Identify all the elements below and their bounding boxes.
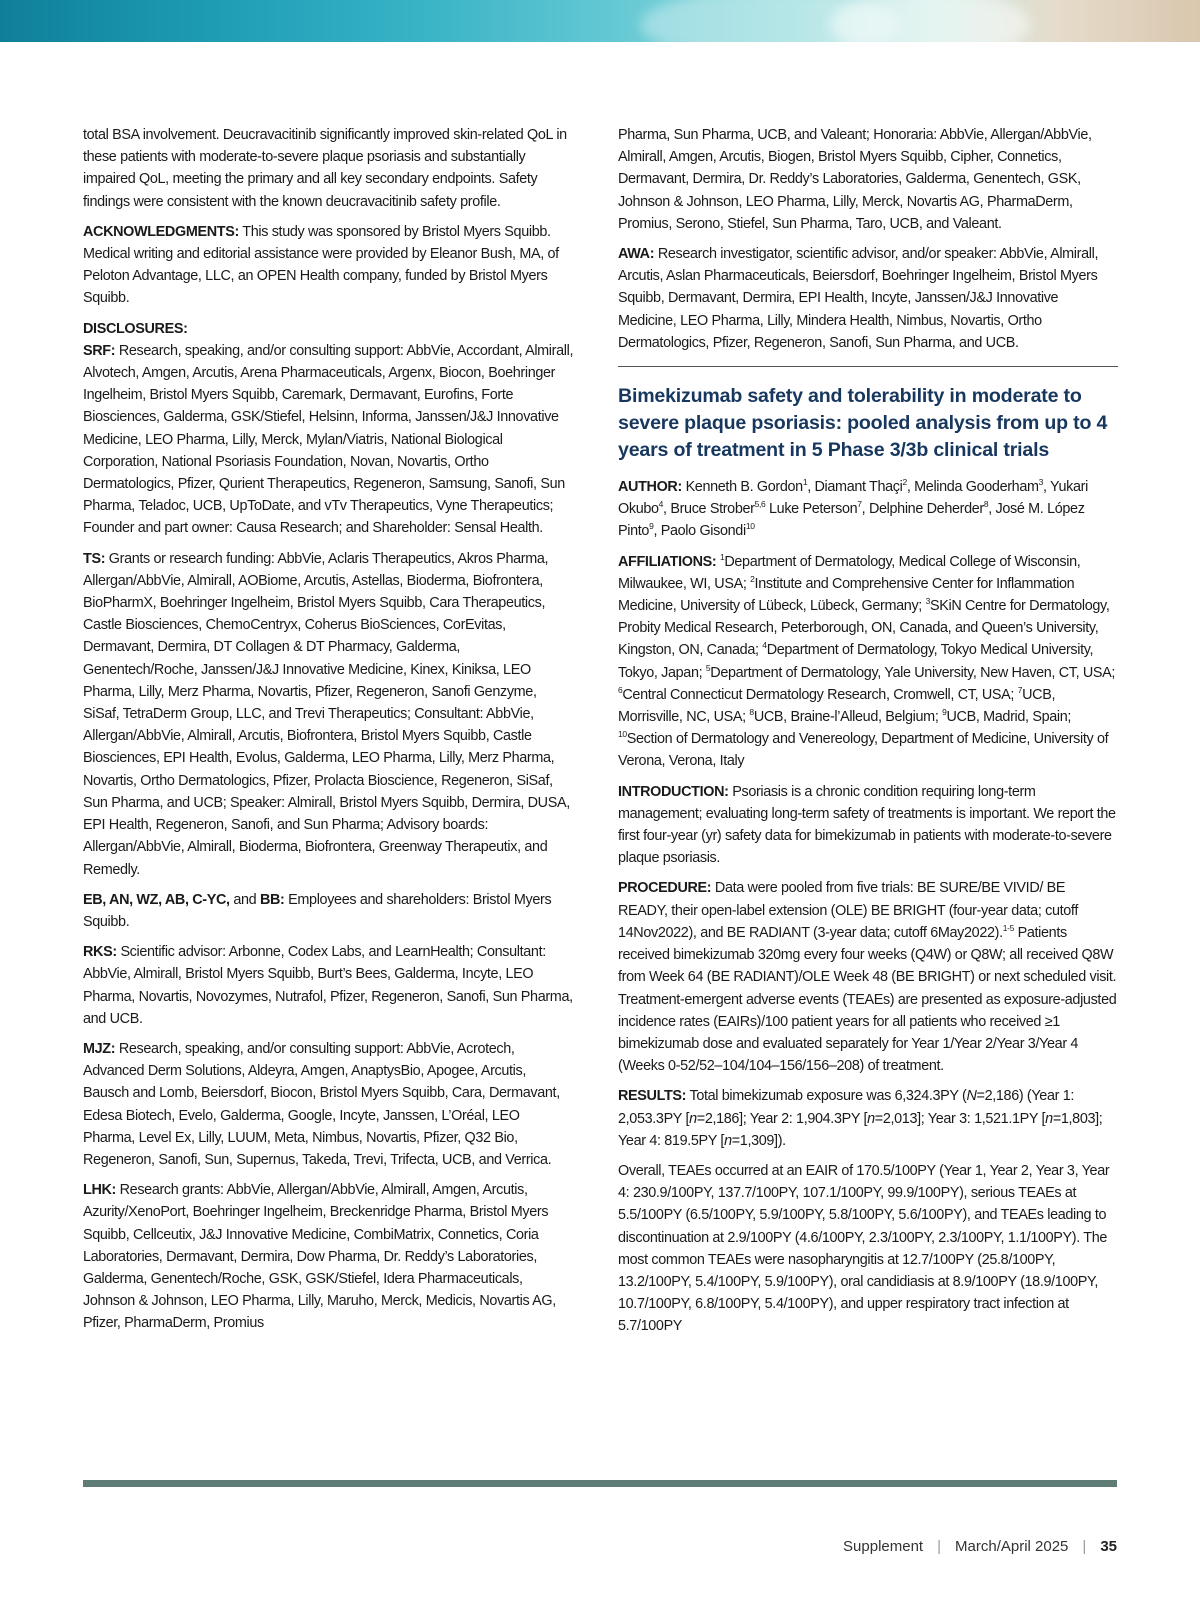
results-fragment: n [867,1110,875,1127]
author-affiliation-ref: 8 [983,499,989,510]
footer-publication: Supplement [843,1538,924,1555]
author-name: Paolo Gisondi [660,523,746,540]
affiliation-ref: 1 [719,551,725,562]
left-column [83,124,575,1343]
results-fragment: =2,186) (Year 1: 2,053.3PY [ [618,1088,1075,1127]
affiliation-text: UCB, Madrid, Spain; [946,709,1072,726]
disclosures-lhk: LHK: Research grants: AbbVie, Allergan/AbbVie, Almirall, Amgen, Arcutis, Azurity/XenoPort, Boehringer Ingelheim, Breckenridge Pharma, Bristol Myers Squibb, Cellceutix, J&J Innovative Medicine, CombiMatrix, Connetics, Coria Laboratories, Dermavant, Dermira, Dow Pharma, Dr. Reddy’s Laboratories, Galderma, Genentech/Roche, GSK, GSK/Stiefel, Idera Pharmaceuticals, Johnson & Johnson, LEO Pharma, Lilly, Maruho, Merck, Medicis, Novartis AG, Pfizer, PharmaDerm, Promius [83,1182,556,1332]
disclosures-rks: RKS: Scientific advisor: Arbonne, Codex Labs, and LearnHealth; Consultant: AbbVie, Almirall, Bristol Myers Squibb, Burt’s Bees, Galderma, Incyte, LEO Pharma, Novartis, Novozymes, Nutrafol, Pfizer, Regeneron, Sanofi, Sun Pharma, and UCB. [83,944,573,1027]
results-fragment: N [966,1088,977,1105]
affiliation-text: Department of Dermatology, Yale University, New Haven, CT, USA; [710,664,1116,681]
affiliation-list [618,551,1116,770]
affiliation-ref: 7 [1017,685,1023,696]
author-affiliation-ref: 3 [1038,477,1043,488]
disclosures-ts: TS: Grants or research funding: AbbVie, Aclaris Therapeutics, Akros Pharma, Allergan/AbbVie, Almirall, AOBiome, Arcutis, Astellas, Bioderma, Biofrontera, BioPharmX, Boehringer Ingelheim, Bristol Myers Squibb, Cara Therapeutics, Castle Biosciences, ChemoCentryx, Coherus BioSciences, CorEvitas, Dermavant, Dermira, DT Collagen & DT Pharmacy, Galderma, Genentech/Roche, Janssen/J&J Innovative Medicine, Kinex, Kiniksa, LEO Pharma, Lilly, Merz Pharma, Novartis, Pfizer, Regeneron, Sanofi Genzyme, SiSaf, TetraDerm Group, LLC, and Trevi Therapeutics; Consultant: AbbVie, Allergan/AbbVie, Almirall, Arcutis, Biofrontera, Bristol Myers Squibb, Castle Biosciences, EPI Health, Evolus, Galderma, LEO Pharma, Lilly, Merz Pharma, Novartis, Ortho Dermatologics, Pfizer, Prolacta Bioscience, Regeneron, SiSaf, Sun Pharma, and UCB; Speaker: Almirall, Bristol Myers Squibb, Dermira, DUSA, EPI Health, Regeneron, Sanofi, and Sun Pharma; Advisory boards: Allergan/AbbVie, Almirall, Bioderma, Biofrontera, Greenway Therapeutix, and Remedly. [83,550,570,878]
disclosures-awa: AWA: Research investigator, scientific advisor, and/or speaker: AbbVie, Almirall, Arcutis, Aslan Pharmaceuticals, Beiersdorf, Boehringer Ingelheim, Bristol Myers Squibb, Dermavant, Dermira, EPI Health, Incyte, Janssen/J&J Innovative Medicine, LEO Pharma, Lilly, Mindera Health, Nimbus, Novartis, Ortho Dermatologics, Pfizer, Regeneron, Sanofi, Sun Pharma, and UCB. [618,246,1099,351]
affiliation-text: UCB, Braine-l’Alleud, Belgium; [753,709,943,726]
affiliation-ref: 5 [705,662,711,673]
affiliation-text: Department of Dermatology, Medical College of Wisconsin, Milwaukee, WI, USA; [618,553,1081,592]
results-overall: Overall, TEAEs occurred at an EAIR of 170.5/100PY (Year 1, Year 2, Year 3, Year 4: 230.9/100PY, 137.7/100PY, 107.1/100PY, 99.9/100PY), serious TEAEs at 5.5/100PY (6.5/100PY, 5.9/100PY, 5.8/100PY, 5.6/100PY), and TEAEs leading to discontinuation at 2.9/100PY (4.6/100PY, 2.3/100PY, 2.3/100PY, 1.1/100PY). The most common TEAEs were nasopharyngitis at 12.7/100PY (25.8/100PY, 13.2/100PY, 5.4/100PY, 5.9/100PY), oral candidiasis at 8.9/100PY (18.9/100PY, 10.7/100PY, 6.8/100PY, 5.4/100PY), and upper respiratory tract infection at 5.7/100PY [618,1162,1110,1335]
results-fragment: Total bimekizumab exposure was 6,324.3PY ( [689,1088,967,1105]
disclosures-lhk-continued: Pharma, Sun Pharma, UCB, and Valeant; Honoraria: AbbVie, Allergan/AbbVie, Almirall, Amgen, Arcutis, Biogen, Bristol Myers Squibb, Cipher, Connetics, Dermavant, Dermira, Dr. Reddy’s Laboratories, Galderma, Genentech, GSK, Johnson & Johnson, LEO Pharma, Lilly, Merck, Novartis AG, PharmaDerm, Promius, Serono, Stiefel, Sun Pharma, Taro, UCB, and Valeant. [618,127,1092,232]
author-affiliation-ref: 4 [658,499,664,510]
disclosures-eb: EB, AN, WZ, AB, C-YC, and BB: Employees and shareholders: Bristol Myers Squibb. [83,891,552,930]
affiliation-text: UCB, Morrisville, NC, USA; [618,686,1056,726]
affiliation-ref: 9 [942,707,947,718]
author-name: Yukari Okubo [618,479,1088,518]
affiliation-text: Department of Dermatology, Tokyo Medical University, Tokyo, Japan; [618,642,1094,681]
authors: AUTHOR: Kenneth B. Gordon$^1$, Diamant Thaçi$^2$, Melinda Gooderham$^3$, Yukari Okubo$^4$, Bruce Strober$^{5,6}$ Luke Peterson$^7$, Delphine Deherder$^8$, José M. López Pinto$^9$, Paolo Gisondi$^{10}$ [618,477,1088,540]
author-name: Luke Peterson [769,501,858,518]
acknowledgments: ACKNOWLEDGMENTS: This study was sponsored by Bristol Myers Squibb. Medical writing and editorial assistance were provided by Eleanor Bush, MA, of Peloton Advantage, LLC, an OPEN Health company, funded by Bristol Myers Squibb. [83,223,559,307]
results: RESULTS: Total bimekizumab exposure was 6,324.3PY (N=2,186) (Year 1: 2,053.3PY [n=2,186]; Year 2: 1,904.3PY [n=2,013]; Year 3: 1,521.1PY [n=1,803]; Year 4: 819.5PY [n=1,309]). [618,1088,1103,1149]
author-affiliation-ref: 7 [857,499,862,510]
results-fragment: =1,309]). [731,1132,786,1149]
affiliation-text: Section of Dermatology and Venereology, Department of Medicine, University of Verona, Verona, Italy [618,731,1109,770]
results-fragment: n [724,1132,732,1149]
page-footer [843,1538,1117,1555]
procedure: PROCEDURE: Data were pooled from five trials: BE SURE/BE VIVID/ BE READY, their open-label extension (OLE) BE BRIGHT (four-year data; cutoff 14Nov2022), and BE RADIANT (3-year data; cutoff 6May2022).$^{1-5}$ Patients received bimekizumab 320mg every four weeks (Q4W) or Q8W; all received Q8W from Week 64 (BE RADIANT)/OLE Week 48 (BE BRIGHT) or next scheduled visit. Treatment-emergent adverse events (TEAEs) are presented as exposure-adjusted incidence rates (EAIRs)/100 patient years for all patients who received ≥1 bimekizumab dose and evaluated separately for Year 1/Year 2/Year 3/Year 4 (Weeks 0-52/52–104/104–156/156–208) of treatment. [618,880,1117,1075]
affiliation-text: Institute and Comprehensive Center for Inflammation Medicine, University of Lübeck, Lübeck, Germany; [618,575,1075,615]
affiliation-text: SKiN Centre for Dermatology, Probity Medical Research, Peterborough, ON, Canada, and Queen’s University, Kingston, ON, Canada; [618,598,1110,659]
section-divider [618,366,1118,367]
introduction: INTRODUCTION: Psoriasis is a chronic condition requiring long-term management; evaluating long-term safety of treatments is important. We report the first four-year (yr) safety data for bimekizumab in patients with moderate-to-severe plaque psoriasis. [618,783,1116,867]
author-name: José M. López Pinto [618,501,1085,540]
footer-separator: | [1082,1538,1087,1555]
affiliation-ref: 4 [762,640,767,651]
affiliation-ref: 10 [618,729,627,740]
author-affiliation-ref: 10 [745,521,755,532]
author-affiliation-ref: 1 [802,477,808,488]
author-affiliation-ref: 2 [902,477,907,488]
header-banner [0,0,1200,42]
affiliations: AFFILIATIONS: $^1$Department of Dermatology, Medical College of Wisconsin, Milwaukee, WI, USA; $^2$Institute and Comprehensive Center for Inflammation Medicine, University of Lübeck, Lübeck, Germany; $^3$SKiN Centre for Dermatology, Probity Medical Research, Peterborough, ON, Canada, and Queen’s University, Kingston, ON, Canada; $^4$Department of Dermatology, Tokyo Medical University, Tokyo, Japan; $^5$Department of Dermatology, Yale University, New Haven, CT, USA; $^6$Central Connecticut Dermatology Research, Cromwell, CT, USA; $^7$UCB, Morrisville, NC, USA; $^8$UCB, Braine-l’Alleud, Belgium; $^9$UCB, Madrid, Spain; $^{10}$Section of Dermatology and Venereology, Department of Medicine, University of Verona, Verona, Italy [618,551,1116,770]
results-fragment: =2,186]; Year 2: 1,904.3PY [ [696,1110,868,1127]
results-text [618,1088,1102,1148]
author-name: Diamant Thaçi [814,479,903,496]
article-title: Bimekizumab safety and tolerability in moderate to severe plaque psoriasis: pooled analysis from up to 4 years of treatment in 5 Phase 3/3b clinical trials [618,385,1108,462]
footer-separator: | [937,1538,942,1555]
page-number: 35 [1100,1538,1117,1555]
results-fragment: =2,013]; Year 3: 1,521.1PY [ [874,1110,1046,1127]
results-fragment: =1,803]; Year 4: 819.5PY [ [618,1110,1103,1149]
author-list: Kenneth B. Gordon$^1$, Diamant Thaçi$^2$, Melinda Gooderham$^3$, Yukari Okubo$^4$, Bruce Strober$^{5,6}$ Luke Peterson$^7$, Delphine Deherder$^8$, José M. López Pinto$^9$, Paolo Gisondi$^{10}$ [618,477,1088,540]
disclosures-srf: DISCLOSURES: SRF: Research, speaking, and/or consulting support: AbbVie, Accordant, Almirall, Alvotech, Amgen, Arcutis, Arena Pharmaceuticals, Argenx, Biocon, Boehringer Ingelheim, Bristol Myers Squibb, Caremark, Dermavant, Eurofins, Forte Biosciences, Galderma, GSK/Stiefel, Helsinn, Informa, Janssen/J&J Innovative Medicine, LEO Pharma, Lilly, Merck, Mylan/Viatris, National Biological Corporation, National Psoriasis Foundation, Novan, Novartis, Ortho Dermatologics, Pfizer, Qurient Therapeutics, Regeneron, Samsung, Sanofi, Sun Pharma, Teladoc, UCB, UpToDate, and vTv Therapeutics, Vyne Therapeutics; Founder and part owner: Causa Research; and Shareholder: Sensal Health. [83,320,574,537]
results-fragment: n [1045,1110,1053,1127]
author-name: Kenneth B. Gordon [685,479,803,496]
footer-issue-date: March/April 2025 [955,1538,1069,1555]
author-name: Melinda Gooderham [914,479,1039,496]
author-name: Delphine Deherder [868,501,984,518]
affiliation-ref: 6 [618,685,623,696]
affiliation-ref: 8 [749,707,754,718]
bottom-rule [83,1480,1117,1487]
affiliation-text: Central Connecticut Dermatology Research, Cromwell, CT, USA; [622,686,1018,703]
paragraph-conclusion: total BSA involvement. Deucravacitinib significantly improved skin-related QoL in these patients with moderate-to-severe plaque psoriasis and substantially impaired QoL, meeting the primary and all key secondary endpoints. Safety findings were consistent with the known deucravacitinib safety profile. [83,127,567,210]
author-affiliation-ref: 9 [649,521,654,532]
results-fragment: n [689,1110,697,1127]
affiliation-ref: 2 [750,574,755,585]
author-affiliation-ref: 5,6 [754,499,766,510]
affiliation-ref: 3 [925,596,930,607]
disclosures-mjz: MJZ: Research, speaking, and/or consulting support: AbbVie, Acrotech, Advanced Derm Solutions, Aldeyra, Amgen, AnaptysBio, Apogee, Arcutis, Bausch and Lomb, Beiersdorf, Biocon, Bristol Myers Squibb, Cara, Dermavant, Edesa Biotech, Evelo, Galderma, Google, Incyte, Janssen, L’Oréal, LEO Pharma, Level Ex, Lilly, LUUM, Meta, Nimbus, Novartis, Pfizer, Q32 Bio, Regeneron, Sanofi, Sun, Supernus, Takeda, Trevi, Trifecta, UCB, and Verrica. [83,1040,560,1168]
author-name: Bruce Strober [670,501,755,518]
right-column [618,124,1118,1346]
